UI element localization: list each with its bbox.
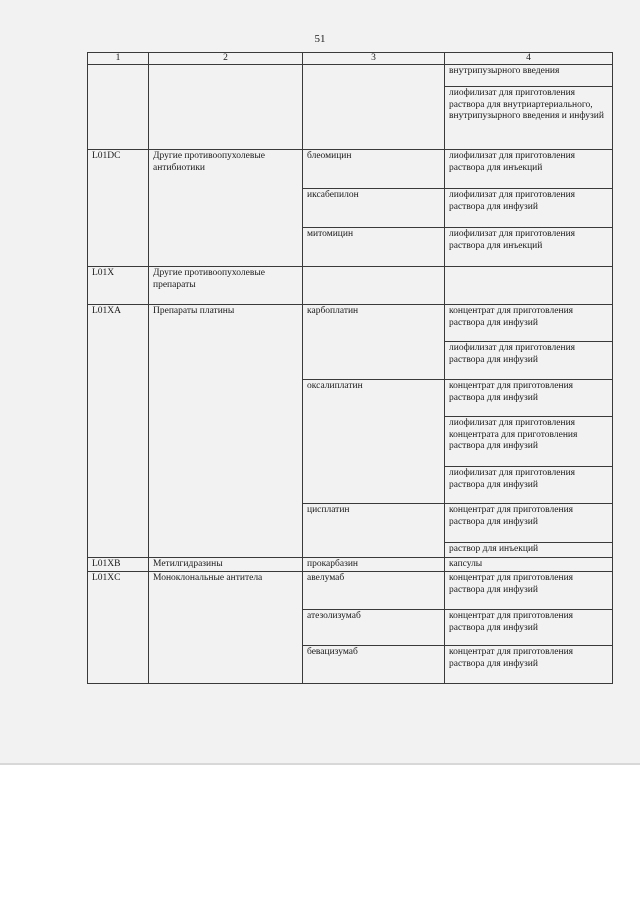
table-row <box>88 150 613 189</box>
dosage-form-cell: концентрат для приготовления раствора для инфузий <box>445 610 613 646</box>
dosage-form-cell <box>445 267 613 305</box>
drug-name-cell: авелумаб <box>303 572 445 610</box>
drug-name-cell: цисплатин <box>303 504 445 558</box>
drug-name-cell <box>303 267 445 305</box>
drug-name-cell <box>303 65 445 150</box>
table-row <box>88 305 613 342</box>
dosage-form-cell: лиофилизат для приготовления концентрата для приготовления раствора для инфузий <box>445 417 613 467</box>
dosage-form-cell: концентрат для приготовления раствора для инфузий <box>445 572 613 610</box>
dosage-form-cell: внутрипузырного введения <box>445 65 613 87</box>
drug-name-cell: блеомицин <box>303 150 445 189</box>
dosage-form-cell: лиофилизат для приготовления раствора для инъекций <box>445 150 613 189</box>
drug-name-cell: прокарбазин <box>303 557 445 572</box>
dosage-form-cell: лиофилизат для приготовления раствора для внутриартериального, внутрипузырного введения и инфузий <box>445 87 613 150</box>
group-name-cell: Моноклональные антитела <box>149 572 303 684</box>
dosage-form-cell: концентрат для приготовления раствора для инфузий <box>445 380 613 417</box>
blank-margin <box>0 765 640 905</box>
dosage-form-cell: капсулы <box>445 557 613 572</box>
table-row <box>88 65 613 87</box>
table-row <box>88 557 613 572</box>
drug-name-cell: оксалиплатин <box>303 380 445 504</box>
drug-name-cell: карбоплатин <box>303 305 445 380</box>
dosage-form-cell: концентрат для приготовления раствора для инфузий <box>445 305 613 342</box>
drug-table <box>87 52 613 684</box>
drug-name-cell: бевацизумаб <box>303 646 445 684</box>
atc-code-cell: L01DC <box>88 150 149 267</box>
atc-code-cell <box>88 65 149 150</box>
atc-code-cell: L01XA <box>88 305 149 558</box>
table-row <box>88 572 613 610</box>
dosage-form-cell: лиофилизат для приготовления раствора для инфузий <box>445 467 613 504</box>
atc-code-cell: L01XC <box>88 572 149 684</box>
table-header-row <box>88 53 613 65</box>
dosage-form-cell: лиофилизат для приготовления раствора для инфузий <box>445 189 613 228</box>
dosage-form-cell: концентрат для приготовления раствора для инфузий <box>445 646 613 684</box>
dosage-form-cell: концентрат для приготовления раствора для инфузий <box>445 504 613 543</box>
column-header: 3 <box>303 53 445 65</box>
atc-code-cell: L01XB <box>88 557 149 572</box>
atc-code-cell: L01X <box>88 267 149 305</box>
table-body <box>88 65 613 684</box>
group-name-cell: Другие противоопухолевые препараты <box>149 267 303 305</box>
dosage-form-cell: лиофилизат для приготовления раствора для инфузий <box>445 342 613 380</box>
dosage-form-cell: лиофилизат для приготовления раствора для инъекций <box>445 228 613 267</box>
group-name-cell <box>149 65 303 150</box>
group-name-cell: Другие противоопухолевые антибиотики <box>149 150 303 267</box>
group-name-cell: Препараты платины <box>149 305 303 558</box>
drug-name-cell: атезолизумаб <box>303 610 445 646</box>
group-name-cell: Метилгидразины <box>149 557 303 572</box>
page-number: 51 <box>314 33 326 45</box>
drug-name-cell: митомицин <box>303 228 445 267</box>
column-header: 4 <box>445 53 613 65</box>
dosage-form-cell: раствор для инъекций <box>445 543 613 558</box>
column-header: 1 <box>88 53 149 65</box>
table-row <box>88 267 613 305</box>
drug-name-cell: иксабепилон <box>303 189 445 228</box>
column-header: 2 <box>149 53 303 65</box>
